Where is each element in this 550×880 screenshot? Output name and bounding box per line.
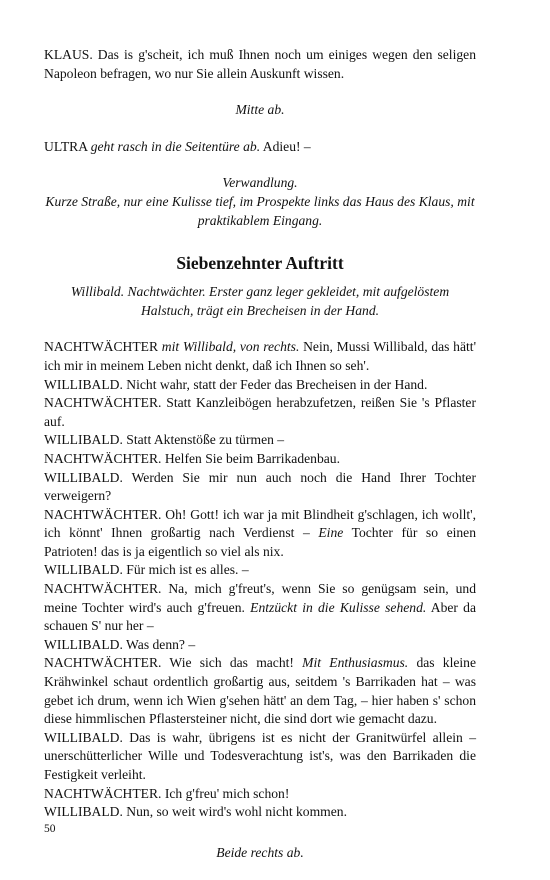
stage-direction: Mit Enthusiasmus. [302,655,409,671]
dialogue-nachtwaechter [44,338,476,375]
emphasis: Eine [318,525,344,541]
page-number: 50 [44,823,56,835]
dialogue-text: Aber da schauen S' nur her – [44,599,477,634]
dialogue-text: das kleine Krähwinkel schaut ordentlich großartig aus, seitdem 's Barrikaden hat – was gebet ich drum, wenn ich Wien g'sehen hätt' an dem Tag, – hier haben s' schon diese himmlischen Pflastersteiner nicht, die sind dort wie gemacht dazu. [44,655,476,727]
dialogue-text: Nein, Mussi Willibald, das hätt' ich mir in meinem Leben nicht denkt, daß ich Ihnen so seh'. [44,339,477,373]
dialogue-nachtwaechter [44,580,476,636]
dialogue-willibald: WILLIBALD. Nun, so weit wird's wohl nicht kommen. [44,804,347,820]
dialogue-nachtwaechter: NACHTWÄCHTER. Statt Kanzleibögen herabzufetzen, reißen Sie 's Pflaster auf. [44,395,476,429]
dialogue-nachtwaechter [44,506,476,562]
dialogue-willibald: WILLIBALD. Was denn? – [44,636,196,652]
dialogue-text: NACHTWÄCHTER. Na, mich g'freut's, wenn Sie so genügsam sein, und meine Tochter wird's auch g'freuen. [44,581,476,615]
dialogue-willibald: WILLIBALD. Für mich ist es alles. – [44,562,249,578]
scene-heading: Siebenzehnter Auftritt [176,253,344,274]
dialogue-klaus: KLAUS. Das is g'scheit, ich muß Ihnen noch um einiges wegen den seligen Napoleon befragen, wo nur Sie allein Auskunft wissen. [44,47,476,81]
spacer [44,274,476,283]
page-text [44,46,476,862]
dialogue-willibald: WILLIBALD. Statt Aktenstöße zu türmen – [44,432,285,448]
dialogue-ultra [44,138,476,157]
dialogue-text: NACHTWÄCHTER. Oh! Gott! ich war ja mit Blindheit g'schlagen, ich wollt', ich könnt' Ihnen großartig nach Verdienst – [44,506,476,541]
speaker-ultra: ULTRA [44,138,88,154]
stage-direction-ultra: geht rasch in die Seitentüre ab. [90,138,261,154]
dialogue-nachtwaechter: NACHTWÄCHTER. Helfen Sie beim Barrikadenbau. [44,450,340,466]
dialogue-nachtwaechter: NACHTWÄCHTER. Ich g'freu' mich schon! [44,785,290,801]
speaker-nachtwaechter: NACHTWÄCHTER [44,339,159,355]
dialogue-text: NACHTWÄCHTER. Wie sich das macht! [44,655,294,671]
stage-direction: Entzückt in die Kulisse sehend. [250,599,427,615]
dialogue-nachtwaechter [44,654,476,728]
spacer [44,156,476,174]
spacer [44,120,476,138]
spacer [44,320,476,338]
dialogue-willibald: WILLIBALD. Werden Sie mir nun auch noch die Hand Ihrer Tochter verweigern? [44,469,476,504]
ultra-text: Adieu! – [262,138,311,154]
scene-description: Kurze Straße, nur eine Kulisse tief, im Prospekte links das Haus des Klaus, mit praktikablem Eingang. [45,193,475,228]
stage-direction-verwandlung: Verwandlung. [222,175,298,191]
stage-direction-beide-ab: Beide rechts ab. [216,844,304,860]
spacer [44,822,476,844]
cast-description: Willibald. Nachtwächter. Erster ganz leger gekleidet, mit aufgelöstem Halstuch, trägt ein Brecheisen in der Hand. [70,284,450,318]
spacer [44,230,476,252]
dialogue-willibald: WILLIBALD. Das is wahr, übrigens ist es nicht der Granitwürfel allein – unerschütterlicher Wille und Todesverachtung ist's, was den Barrikaden die Festigkeit verleiht. [44,729,476,782]
stage-direction-nachtwaechter: mit Willibald, von rechts. [161,339,300,355]
dialogue-text: Tochter für so einen Patrioten! das is ja eigentlich so viel als nix. [44,525,477,559]
dialogue-willibald: WILLIBALD. Nicht wahr, statt der Feder das Brecheisen in der Hand. [44,376,428,392]
spacer [44,83,476,101]
stage-direction-mitte-ab: Mitte ab. [235,102,285,118]
